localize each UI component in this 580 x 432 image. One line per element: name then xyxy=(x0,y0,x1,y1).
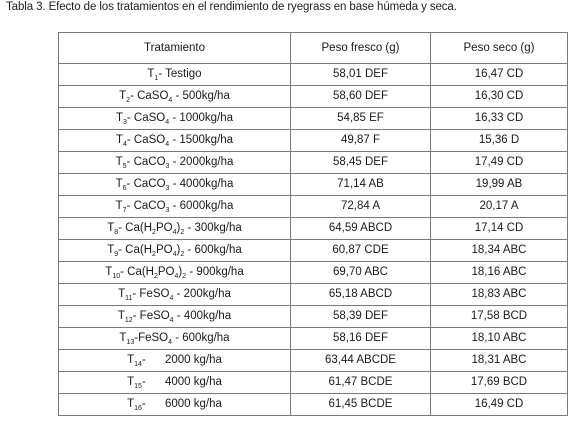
header-dry-weight: Peso seco (g) xyxy=(431,33,568,64)
treatment-text: - 600kg/ha xyxy=(184,244,242,256)
cell-treatment xyxy=(59,350,291,372)
cell-treatment xyxy=(59,306,291,328)
treatment-subscript: 10 xyxy=(112,273,121,280)
treatment-text: - FeSO xyxy=(132,288,170,300)
treatment-text: T xyxy=(119,90,127,102)
treatment-subscript: 12 xyxy=(124,317,133,324)
cell-dry-weight: 18,10 ABC xyxy=(431,328,568,350)
treatment-subscript: 4 xyxy=(172,229,177,236)
cell-fresh-weight: 58,45 DEF xyxy=(291,152,431,174)
cell-dry-weight: 20,17 A xyxy=(431,196,568,218)
cell-treatment xyxy=(59,240,291,262)
table-row xyxy=(59,262,568,284)
treatment-text: - CaSO xyxy=(130,90,169,102)
treatment-text: ) xyxy=(176,244,181,256)
cell-dry-weight: 16,47 CD xyxy=(431,64,568,86)
treatment-subscript: 5 xyxy=(122,163,127,170)
treatment-text: - 4000kg/ha xyxy=(169,178,234,190)
treatment-subscript: 4 xyxy=(165,141,170,148)
treatment-text: T xyxy=(115,178,123,190)
cell-fresh-weight: 58,60 DEF xyxy=(291,86,431,108)
treatment-text: T xyxy=(115,112,123,124)
treatment-subscript: 4 xyxy=(168,97,173,104)
cell-fresh-weight: 63,44 ABCDE xyxy=(291,350,431,372)
treatment-text: PO xyxy=(155,244,173,256)
table-row xyxy=(59,306,568,328)
treatment-subscript: 11 xyxy=(125,295,133,302)
treatment-text: ) xyxy=(176,222,181,234)
cell-treatment xyxy=(59,262,291,284)
cell-treatment xyxy=(59,196,291,218)
table-row xyxy=(59,86,568,108)
treatment-text: - Ca(H xyxy=(118,244,153,256)
treatment-text: - CaCO xyxy=(126,178,166,190)
treatment-text: PO xyxy=(157,266,175,278)
treatment-subscript: 4 xyxy=(122,141,127,148)
treatment-subscript: 1 xyxy=(154,75,159,82)
treatment-subscript: 4 xyxy=(165,119,170,126)
cell-treatment xyxy=(59,152,291,174)
treatment-text: - FeSO xyxy=(132,310,170,322)
treatment-text: - Ca(H xyxy=(118,222,153,234)
treatment-text: - 400kg/ha xyxy=(173,310,232,322)
cell-treatment xyxy=(59,218,291,240)
treatment-text: - CaCO xyxy=(126,156,166,168)
treatment-subscript: 3 xyxy=(122,119,127,126)
table-row xyxy=(59,240,568,262)
treatment-subscript: 2 xyxy=(152,251,156,258)
cell-treatment xyxy=(59,64,291,86)
cell-fresh-weight: 58,01 DEF xyxy=(291,64,431,86)
table-row xyxy=(59,196,568,218)
table-row xyxy=(59,394,568,416)
treatment-text: - CaSO xyxy=(126,112,166,124)
table-row xyxy=(59,372,568,394)
cell-dry-weight: 18,83 ABC xyxy=(431,284,568,306)
table-caption: Tabla 3. Efecto de los tratamientos en el rendimiento de ryegrass en base húmeda y seca. xyxy=(6,1,457,13)
table-row xyxy=(59,108,568,130)
cell-fresh-weight: 64,59 ABCD xyxy=(291,218,431,240)
treatment-subscript: 4 xyxy=(169,317,174,324)
treatment-text: T xyxy=(127,354,135,366)
cell-fresh-weight: 65,18 ABCD xyxy=(291,284,431,306)
treatment-text: T xyxy=(115,200,123,212)
cell-dry-weight: 18,31 ABC xyxy=(431,350,568,372)
cell-fresh-weight: 49,87 F xyxy=(291,130,431,152)
treatment-subscript: 13 xyxy=(126,339,135,346)
cell-treatment xyxy=(59,108,291,130)
treatment-subscript: 15 xyxy=(134,383,142,390)
treatment-subscript: 4 xyxy=(169,295,174,302)
cell-treatment xyxy=(59,86,291,108)
treatment-text: - 1000kg/ha xyxy=(169,112,234,124)
treatment-text: - 300kg/ha xyxy=(184,222,242,234)
header-fresh-weight: Peso fresco (g) xyxy=(291,33,431,64)
header-treatment: Tratamiento xyxy=(59,33,291,64)
table-row xyxy=(59,64,568,86)
cell-treatment xyxy=(59,394,291,416)
treatment-text: - 2000 kg/ha xyxy=(141,354,222,366)
treatment-text: T xyxy=(127,376,135,388)
treatment-subscript: 2 xyxy=(126,97,131,104)
treatment-subscript: 4 xyxy=(174,273,179,280)
cell-fresh-weight: 58,39 DEF xyxy=(291,306,431,328)
treatment-text: - CaSO xyxy=(126,134,166,146)
treatment-text: T xyxy=(117,310,125,322)
treatment-text: T xyxy=(147,68,155,80)
cell-dry-weight: 16,33 CD xyxy=(431,108,568,130)
cell-dry-weight: 16,30 CD xyxy=(431,86,568,108)
treatment-subscript: 9 xyxy=(114,251,119,258)
treatment-text: -FeSO xyxy=(134,332,169,344)
treatment-text: T xyxy=(107,222,115,234)
table-row xyxy=(59,130,568,152)
cell-fresh-weight: 61,45 BCDE xyxy=(291,394,431,416)
cell-dry-weight: 19,99 AB xyxy=(431,174,568,196)
treatment-text: PO xyxy=(155,222,173,234)
cell-dry-weight: 17,14 CD xyxy=(431,218,568,240)
cell-fresh-weight: 54,85 EF xyxy=(291,108,431,130)
table-row xyxy=(59,284,568,306)
cell-fresh-weight: 61,47 BCDE xyxy=(291,372,431,394)
cell-dry-weight: 17,58 BCD xyxy=(431,306,568,328)
cell-dry-weight: 17,69 BCD xyxy=(431,372,568,394)
treatment-text: T xyxy=(105,266,113,278)
table-row xyxy=(59,328,568,350)
treatment-text: ) xyxy=(178,266,183,278)
treatment-subscript: 4 xyxy=(172,251,177,258)
treatment-subscript: 2 xyxy=(153,273,158,280)
treatment-subscript: 2 xyxy=(180,251,185,258)
cell-treatment xyxy=(59,130,291,152)
treatment-subscript: 8 xyxy=(114,229,119,236)
treatment-subscript: 3 xyxy=(165,163,170,170)
treatment-text: - 200kg/ha xyxy=(173,288,231,300)
treatment-text: - 6000 kg/ha xyxy=(141,398,222,410)
cell-fresh-weight: 69,70 ABC xyxy=(291,262,431,284)
cell-dry-weight: 18,16 ABC xyxy=(431,262,568,284)
treatment-text: - CaCO xyxy=(126,200,166,212)
treatment-subscript: 2 xyxy=(152,229,156,236)
table-row xyxy=(59,218,568,240)
treatment-text: T xyxy=(115,156,123,168)
cell-fresh-weight: 58,16 DEF xyxy=(291,328,431,350)
table-row xyxy=(59,174,568,196)
treatment-text: - 2000kg/ha xyxy=(169,156,234,168)
cell-fresh-weight: 60,87 CDE xyxy=(291,240,431,262)
treatment-text: - 500kg/ha xyxy=(172,90,230,102)
treatment-text: - 4000 kg/ha xyxy=(141,376,222,388)
results-table xyxy=(58,32,568,416)
cell-treatment xyxy=(59,284,291,306)
cell-treatment xyxy=(59,372,291,394)
table-row xyxy=(59,350,568,372)
treatment-text: T xyxy=(127,398,135,410)
treatment-subscript: 16 xyxy=(134,405,142,412)
treatment-text: T xyxy=(107,244,115,256)
cell-dry-weight: 16,49 CD xyxy=(431,394,568,416)
treatment-subscript: 6 xyxy=(122,185,127,192)
cell-treatment xyxy=(59,328,291,350)
treatment-text: - 6000kg/ha xyxy=(169,200,234,212)
treatment-text: - 600kg/ha xyxy=(172,332,230,344)
treatment-subscript: 2 xyxy=(180,229,185,236)
treatment-text: T xyxy=(119,332,127,344)
treatment-text: - 1500kg/ha xyxy=(169,134,234,146)
treatment-subscript: 3 xyxy=(165,185,170,192)
treatment-text: - Ca(H xyxy=(120,266,154,278)
treatment-subscript: 4 xyxy=(168,339,173,346)
cell-dry-weight: 15,36 D xyxy=(431,130,568,152)
treatment-subscript: 7 xyxy=(122,207,127,214)
table-body xyxy=(59,64,568,416)
cell-fresh-weight: 72,84 A xyxy=(291,196,431,218)
cell-dry-weight: 18,34 ABC xyxy=(431,240,568,262)
treatment-subscript: 14 xyxy=(134,361,142,368)
cell-dry-weight: 17,49 CD xyxy=(431,152,568,174)
header-row xyxy=(59,33,568,64)
treatment-text: T xyxy=(115,134,123,146)
treatment-text: - Testigo xyxy=(158,68,202,80)
table-row xyxy=(59,152,568,174)
treatment-text: - 900kg/ha xyxy=(186,266,244,278)
cell-treatment xyxy=(59,174,291,196)
treatment-subscript: 2 xyxy=(182,273,187,280)
treatment-text: T xyxy=(118,288,126,300)
treatment-subscript: 3 xyxy=(165,207,170,214)
cell-fresh-weight: 71,14 AB xyxy=(291,174,431,196)
